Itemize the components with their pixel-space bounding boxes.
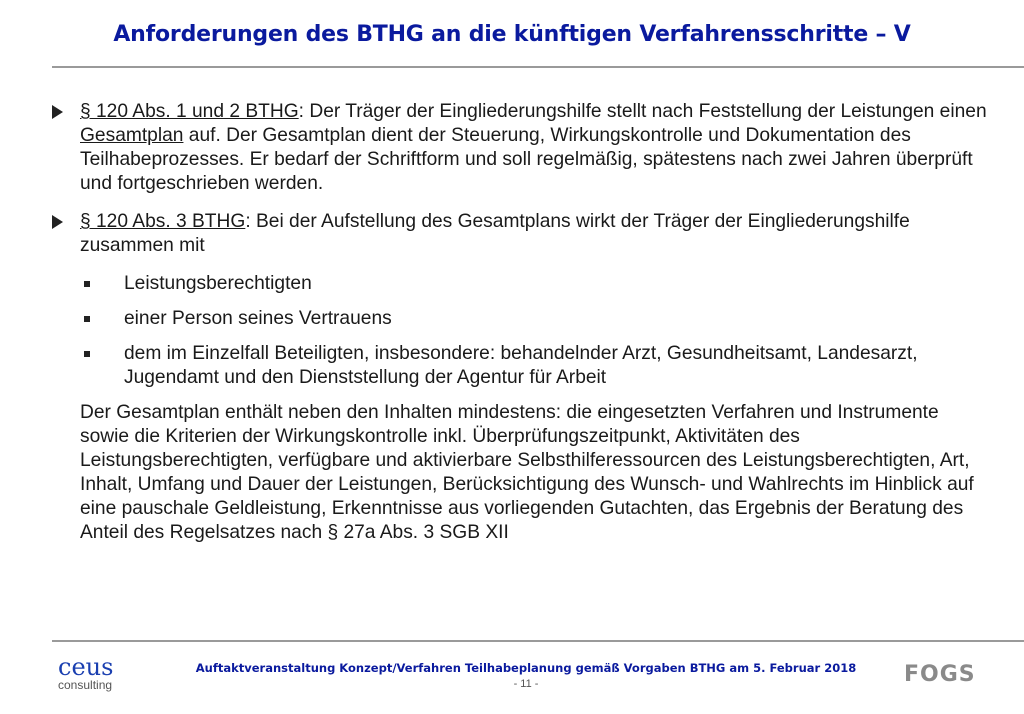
bullet-gesamtplan — [52, 100, 992, 196]
arrow-bullet-icon — [52, 215, 63, 229]
participant-list — [52, 272, 992, 390]
gesamtplan-term: Gesamtplan — [80, 125, 184, 146]
footer-event-title: Auftaktveranstaltung Konzept/Verfahren Teilhabeplanung gemäß Vorgaben BTHG am 5. Februar 2018 — [195, 661, 857, 675]
slide-content — [52, 100, 992, 545]
bullet-text: : Bei der Aufstellung des Gesamtplans wirkt der Träger der Eingliederungshilfe zusammen mit — [80, 211, 910, 256]
ceus-logo-subtitle: consulting — [58, 678, 113, 692]
page-number: - 11 - — [513, 678, 539, 690]
fogs-logo: FOGS — [904, 662, 976, 687]
arrow-bullet-icon — [52, 105, 63, 119]
law-reference: § 120 Abs. 1 und 2 BTHG — [80, 101, 299, 122]
list-item: dem im Einzelfall Beteiligten, insbesondere: behandelnder Arzt, Gesundheitsamt, Landesarzt, Jugendamt und den Dienststellung der Agentur für Arbeit — [80, 342, 992, 390]
bullet-text: : Der Träger der Eingliederungshilfe stellt nach Feststellung der Leistungen einen — [298, 101, 987, 122]
square-bullet-icon — [84, 281, 90, 287]
bottom-divider — [52, 640, 1024, 642]
page-title: Anforderungen des BTHG an die künftigen Verfahrensschritte – V — [113, 22, 911, 47]
square-bullet-icon — [84, 316, 90, 322]
list-item: einer Person seines Vertrauens — [80, 307, 992, 331]
bullet-zusammenwirken — [52, 210, 992, 258]
list-item: Leistungsberechtigten — [80, 272, 992, 296]
bullet-text-cont: auf. Der Gesamtplan dient der Steuerung, Wirkungskontrolle und Dokumentation des Teilhabeprozesses. Er bedarf der Schriftform und soll regelmäßig, spätestens nach zwei Jahren überprüft und fortgeschrieben werden. — [80, 125, 973, 194]
law-reference: § 120 Abs. 3 BTHG — [80, 211, 246, 232]
gesamtplan-contents-paragraph: Der Gesamtplan enthält neben den Inhalten mindestens: die eingesetzten Verfahren und Instrumente sowie die Kriterien der Wirkungskontrolle inkl. Überprüfungszeitpunkt, Aktivitäten des Leistungsberechtigten, verfügbare und aktivierbare Selbsthilferessourcen des Leistungsberechtigten, Art, Inhalt, Umfang und Dauer der Leistungen, Berücksichtigung des Wunsch- und Wahlrechts im Hinblick auf eine pauschale Geldleistung, Erkenntnisse aus vorliegenden Gutachten, das Ergebnis der Beratung des Anteil des Regelsatzes nach § 27a Abs. 3 SGB XII — [80, 402, 974, 543]
top-divider — [52, 66, 1024, 68]
square-bullet-icon — [84, 351, 90, 357]
ceus-logo: ceus — [58, 653, 114, 681]
